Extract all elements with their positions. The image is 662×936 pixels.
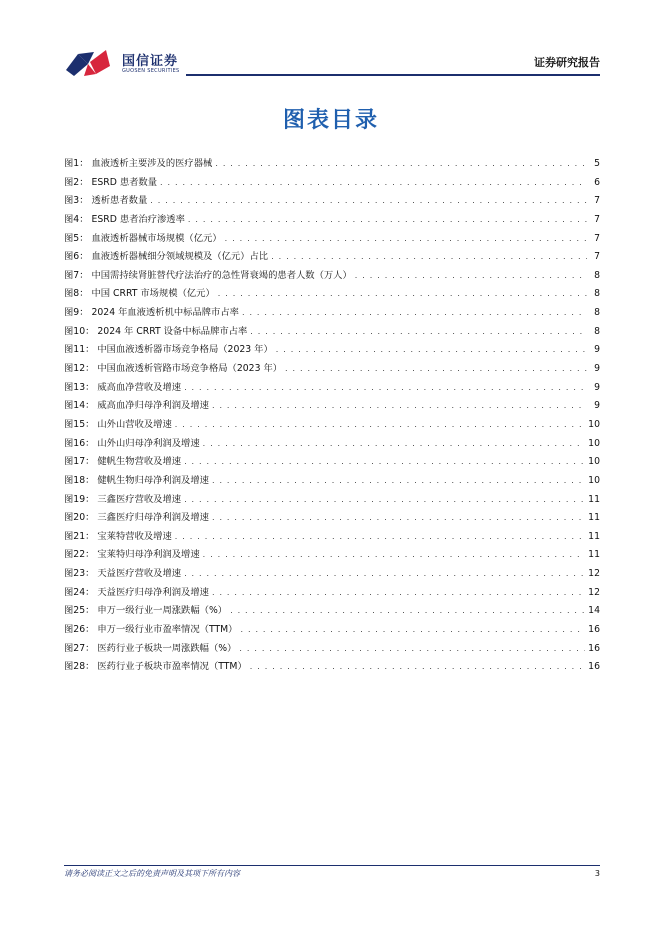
toc-entry[interactable] <box>64 416 600 435</box>
toc-entry-page: 9 <box>594 344 600 356</box>
toc-entry-page: 16 <box>588 661 600 673</box>
toc-entry-page: 7 <box>594 251 600 263</box>
toc-leader-dots <box>175 528 585 547</box>
toc-entry-label: 图6： 血液透析器械细分领域规模及（亿元）占比 <box>64 251 269 263</box>
toc-leader-dots <box>271 248 587 267</box>
toc-leader-dots <box>188 211 587 230</box>
toc-entry[interactable] <box>64 192 600 211</box>
toc-entry-label: 图21： 宝莱特营收及增速 <box>64 530 172 542</box>
toc-entry[interactable] <box>64 230 600 249</box>
toc-entry-page: 16 <box>588 642 600 654</box>
toc-entry-page: 14 <box>588 605 600 617</box>
toc-entry-label: 图5： 血液透析器械市场规模（亿元） <box>64 232 222 244</box>
toc-leader-dots <box>225 230 587 249</box>
toc-leader-dots <box>160 174 587 193</box>
toc-entry-page: 9 <box>594 381 600 393</box>
toc-entry[interactable] <box>64 323 600 342</box>
toc-entry-page: 7 <box>594 195 600 207</box>
toc-entry-label: 图27： 医药行业子板块一周涨跌幅（%） <box>64 642 237 654</box>
toc-entry-page: 8 <box>594 269 600 281</box>
toc-entry[interactable] <box>64 285 600 304</box>
guosen-logo-icon <box>64 48 116 78</box>
toc-leader-dots <box>250 323 587 342</box>
toc-entry-page: 8 <box>594 307 600 319</box>
toc-entry[interactable] <box>64 584 600 603</box>
toc-entry-label: 图20： 三鑫医疗归母净利润及增速 <box>64 512 209 524</box>
toc-entry[interactable] <box>64 453 600 472</box>
toc-entry-page: 6 <box>594 176 600 188</box>
toc-leader-dots <box>212 472 585 491</box>
toc-leader-dots <box>276 341 587 360</box>
toc-entry[interactable] <box>64 267 600 286</box>
toc-entry-label: 图25： 申万一级行业一周涨跌幅（%） <box>64 605 228 617</box>
toc-entry-page: 10 <box>588 474 600 486</box>
toc-entry-label: 图28： 医药行业子板块市盈率情况（TTM） <box>64 661 247 673</box>
toc-entry-page: 11 <box>588 512 600 524</box>
toc-entry-label: 图1： 血液透析主要涉及的医疗器械 <box>64 158 213 169</box>
toc-entry-page: 5 <box>594 158 600 169</box>
toc-entry[interactable] <box>64 491 600 510</box>
toc-entry-page: 9 <box>594 400 600 412</box>
toc-entry-label: 图22： 宝莱特归母净利润及增速 <box>64 549 200 561</box>
toc-entry-label: 图12： 中国血液透析管路市场竞争格局（2023 年） <box>64 363 283 375</box>
toc-leader-dots <box>184 565 585 584</box>
toc-leader-dots <box>230 602 585 621</box>
toc-entry[interactable] <box>64 546 600 565</box>
header-divider <box>186 74 600 76</box>
toc-entry-page: 10 <box>588 437 600 449</box>
toc-entry-page: 8 <box>594 325 600 337</box>
guosen-logo <box>64 48 180 78</box>
toc-entry-page: 11 <box>588 549 600 561</box>
toc-entry-page: 10 <box>588 418 600 430</box>
toc-leader-dots <box>184 379 587 398</box>
toc-entry[interactable] <box>64 602 600 621</box>
toc-leader-dots <box>212 397 587 416</box>
toc-entry[interactable] <box>64 397 600 416</box>
toc-entry-label: 图2： ESRD 患者数量 <box>64 176 158 188</box>
toc-entry[interactable] <box>64 565 600 584</box>
toc-leader-dots <box>285 360 587 379</box>
toc-leader-dots <box>175 416 585 435</box>
toc-leader-dots <box>239 640 585 659</box>
figure-toc <box>64 155 600 677</box>
toc-entry-page: 9 <box>594 363 600 375</box>
page-title: 图表目录 <box>282 108 379 133</box>
toc-entry-label: 图14： 威高血净归母净利润及增速 <box>64 400 209 412</box>
toc-entry[interactable] <box>64 379 600 398</box>
toc-leader-dots <box>203 546 586 565</box>
toc-entry-page: 12 <box>588 586 600 598</box>
toc-entry-label: 图13： 威高血净营收及增速 <box>64 381 182 393</box>
toc-entry[interactable] <box>64 658 600 677</box>
toc-entry-page: 7 <box>594 213 600 225</box>
toc-leader-dots <box>250 658 585 677</box>
toc-entry-page: 10 <box>588 456 600 468</box>
report-type: 证券研究报告 <box>534 56 600 69</box>
toc-entry[interactable] <box>64 174 600 193</box>
toc-entry-label: 图15： 山外山营收及增速 <box>64 418 172 430</box>
toc-leader-dots <box>355 267 587 286</box>
page-number: 3 <box>594 869 600 878</box>
toc-entry[interactable] <box>64 155 600 174</box>
toc-entry[interactable] <box>64 211 600 230</box>
toc-entry-label: 图3： 透析患者数量 <box>64 195 148 207</box>
toc-leader-dots <box>212 584 585 603</box>
toc-entry-page: 8 <box>594 288 600 300</box>
toc-leader-dots <box>215 155 587 174</box>
toc-leader-dots <box>184 491 585 510</box>
footer-disclaimer: 请务必阅读正文之后的免责声明及其项下所有内容 <box>64 869 240 878</box>
toc-entry-label: 图26： 申万一级行业市盈率情况（TTM） <box>64 624 238 636</box>
toc-entry[interactable] <box>64 640 600 659</box>
toc-entry[interactable] <box>64 435 600 454</box>
toc-entry-label: 图4： ESRD 患者治疗渗透率 <box>64 213 185 225</box>
toc-entry-page: 16 <box>588 624 600 636</box>
footer-divider <box>64 865 600 866</box>
toc-leader-dots <box>184 453 585 472</box>
toc-entry-label: 图16： 山外山归母净利润及增速 <box>64 437 200 449</box>
toc-entry-page: 11 <box>588 493 600 505</box>
toc-leader-dots <box>212 509 585 528</box>
toc-entry-label: 图19： 三鑫医疗营收及增速 <box>64 493 182 505</box>
toc-entry-label: 图9： 2024 年血液透析机中标品牌市占率 <box>64 307 239 319</box>
toc-entry-label: 图17： 健帆生物营收及增速 <box>64 456 182 468</box>
toc-leader-dots <box>240 621 585 640</box>
toc-leader-dots <box>150 192 587 211</box>
toc-leader-dots <box>203 435 586 454</box>
toc-leader-dots <box>218 285 587 304</box>
toc-entry-label: 图18： 健帆生物归母净利润及增速 <box>64 474 209 486</box>
page-header <box>64 48 600 78</box>
toc-entry-label: 图7： 中国需持续肾脏替代疗法治疗的急性肾衰竭的患者人数（万人） <box>64 269 352 281</box>
toc-entry[interactable] <box>64 509 600 528</box>
toc-entry[interactable] <box>64 472 600 491</box>
brand-name-cn: 国信证券 <box>122 54 179 69</box>
toc-entry[interactable] <box>64 360 600 379</box>
toc-entry-label: 图24： 天益医疗归母净利润及增速 <box>64 586 209 598</box>
toc-entry-label: 图10： 2024 年 CRRT 设备中标品牌市占率 <box>64 325 248 337</box>
toc-entry-label: 图11： 中国血液透析器市场竞争格局（2023 年） <box>64 344 273 356</box>
toc-entry-page: 12 <box>588 568 600 580</box>
toc-entry[interactable] <box>64 528 600 547</box>
toc-entry-label: 图8： 中国 CRRT 市场规模（亿元） <box>64 288 215 300</box>
toc-entry[interactable] <box>64 248 600 267</box>
toc-entry-page: 7 <box>594 232 600 244</box>
brand-name-en: GUOSEN SECURITIES <box>122 68 180 74</box>
toc-entry[interactable] <box>64 304 600 323</box>
toc-entry[interactable] <box>64 621 600 640</box>
toc-leader-dots <box>242 304 587 323</box>
toc-entry-page: 11 <box>588 530 600 542</box>
toc-entry[interactable] <box>64 341 600 360</box>
toc-entry-label: 图23： 天益医疗营收及增速 <box>64 568 182 580</box>
